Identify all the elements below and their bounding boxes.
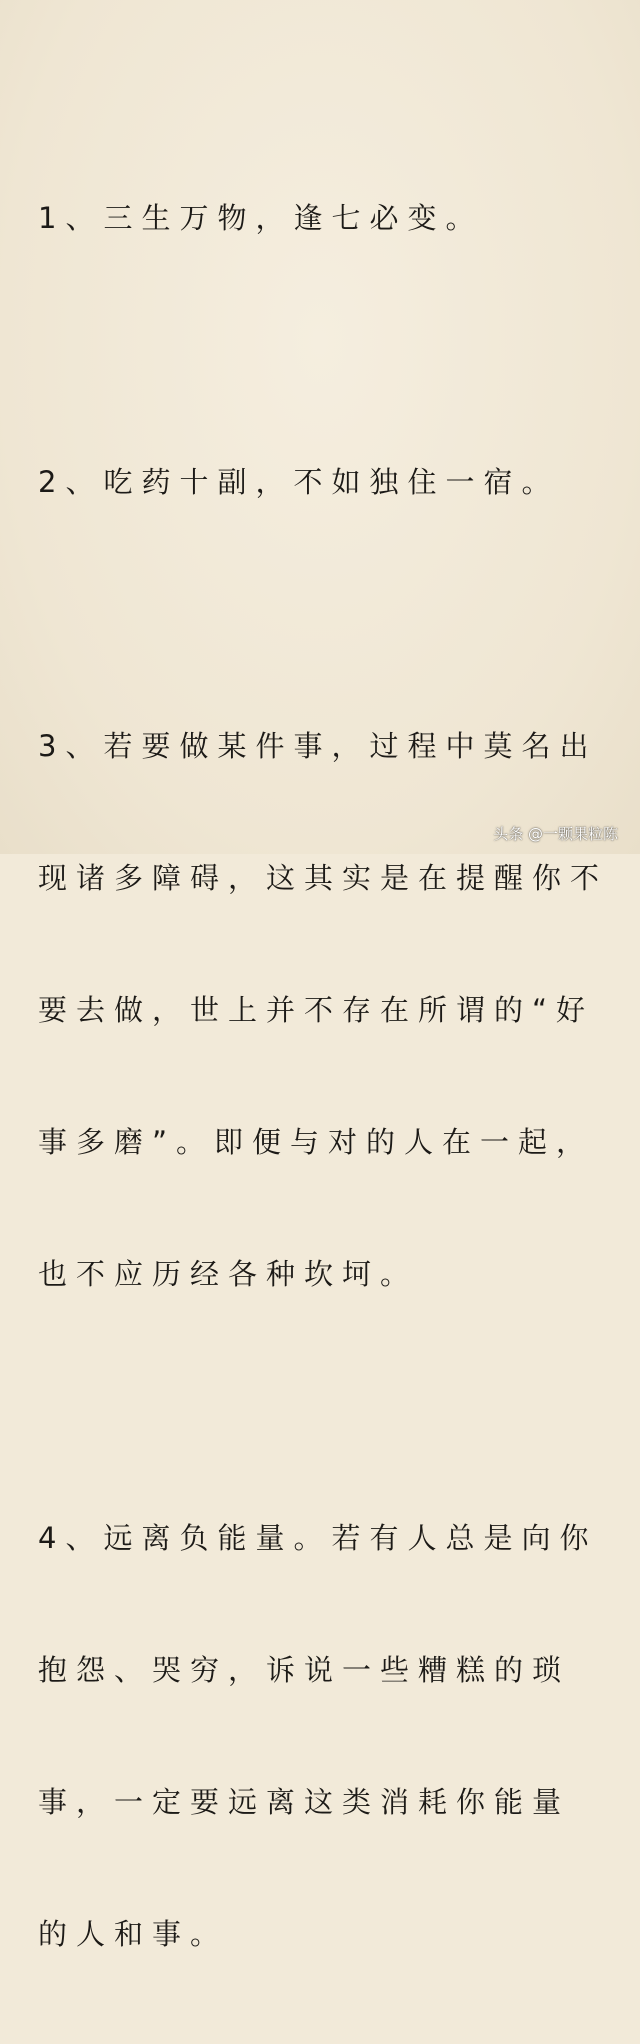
article-body [38, 108, 608, 2044]
item-3 [38, 636, 608, 1384]
item-3-line-1: 3、若要做某件事，过程中莫名出 [38, 729, 598, 763]
item-4-line-2: 抱怨、哭穷，诉说一些糟糕的琐 [38, 1653, 571, 1687]
item-3-line-4: 事多磨”。即便与对的人在一起， [38, 1125, 595, 1159]
item-4 [38, 1428, 608, 2044]
item-4-line-4: 的人和事。 [38, 1917, 229, 1951]
watermark: 头条 @一颗果粒陈 [493, 825, 618, 843]
item-4-line-1: 4、远离负能量。若有人总是向你 [38, 1521, 598, 1555]
item-3-line-3: 要去做，世上并不存在所谓的“好 [38, 993, 595, 1027]
item-1 [38, 108, 608, 328]
item-4-line-3: 事，一定要远离这类消耗你能量 [38, 1785, 571, 1819]
item-1-line-1: 1、三生万物，逢七必变。 [38, 201, 484, 235]
item-3-line-2: 现诸多障碍，这其实是在提醒你不 [38, 861, 609, 895]
item-2 [38, 372, 608, 592]
item-3-line-5: 也不应历经各种坎坷。 [38, 1257, 419, 1291]
item-2-line-1: 2、吃药十副，不如独住一宿。 [38, 465, 560, 499]
